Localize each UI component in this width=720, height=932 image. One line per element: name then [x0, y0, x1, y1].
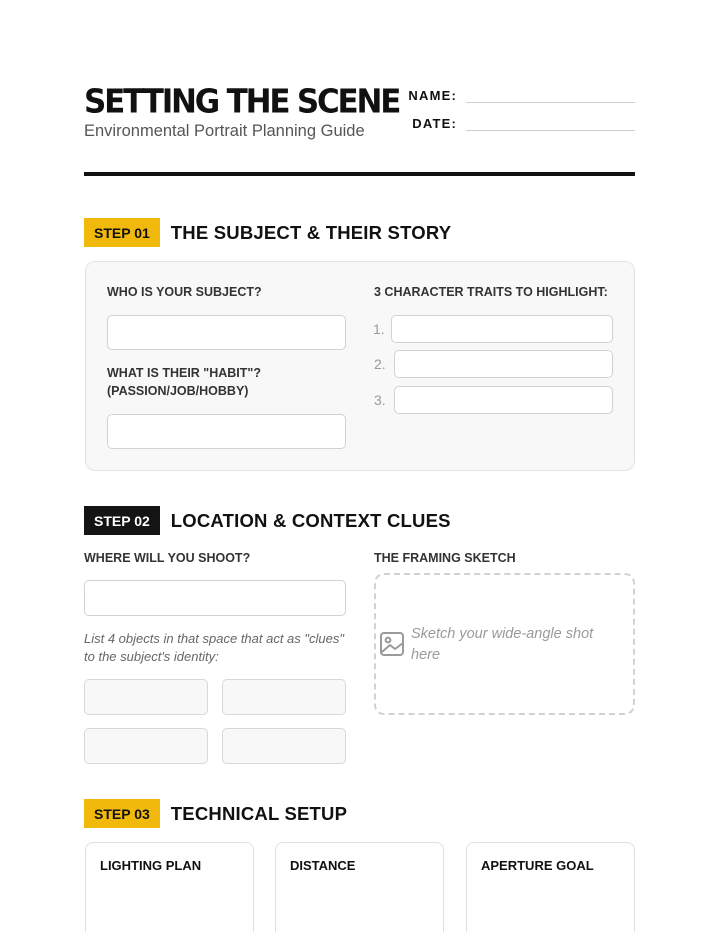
image-icon — [379, 631, 405, 657]
location-label: WHERE WILL YOU SHOOT? — [84, 551, 251, 565]
trait-number-1: 1. — [373, 321, 385, 337]
habit-label-line2: (PASSION/JOB/HOBBY) — [107, 384, 249, 398]
clue-input-1[interactable] — [84, 679, 208, 715]
name-label: NAME: — [408, 88, 457, 103]
lighting-plan-label: LIGHTING PLAN — [100, 858, 202, 873]
name-line[interactable] — [466, 102, 635, 103]
header-divider — [84, 172, 635, 176]
step3-title: TECHNICAL SETUP — [170, 802, 348, 824]
clue-input-4[interactable] — [222, 728, 346, 764]
clue-input-3[interactable] — [84, 728, 208, 764]
clues-hint: List 4 objects in that space that act as "clues" to the subject's identity: — [84, 631, 344, 664]
aperture-goal-label: APERTURE GOAL — [481, 858, 594, 873]
date-field[interactable] — [405, 116, 635, 131]
habit-input[interactable] — [107, 414, 346, 449]
clue-input-2[interactable] — [222, 679, 346, 715]
distance-label: DISTANCE — [290, 858, 356, 873]
lighting-plan-card[interactable] — [85, 842, 254, 932]
sketch-label: THE FRAMING SKETCH — [374, 551, 516, 565]
date-line[interactable] — [466, 130, 635, 131]
step1-badge: STEP 01 — [84, 218, 160, 247]
page-title: SETTING THE SCENE — [84, 83, 400, 121]
trait-number-2: 2. — [374, 356, 386, 372]
trait-input-2[interactable] — [394, 350, 613, 378]
traits-label: 3 CHARACTER TRAITS TO HIGHLIGHT: — [374, 285, 608, 299]
step2-heading — [84, 506, 451, 535]
step3-badge: STEP 03 — [84, 799, 160, 828]
step3-heading — [84, 799, 347, 828]
location-input[interactable] — [84, 580, 346, 616]
trait-number-3: 3. — [374, 392, 386, 408]
date-label: DATE: — [412, 116, 457, 131]
trait-input-1[interactable] — [391, 315, 613, 343]
habit-label-line1: WHAT IS THEIR "HABIT"? — [107, 366, 261, 380]
step2-badge: STEP 02 — [84, 506, 160, 535]
distance-card[interactable] — [275, 842, 444, 932]
page-subtitle: Environmental Portrait Planning Guide — [84, 122, 365, 140]
sketch-area[interactable] — [374, 573, 635, 715]
aperture-goal-card[interactable] — [466, 842, 635, 932]
step2-title: LOCATION & CONTEXT CLUES — [170, 509, 451, 531]
step1-title: THE SUBJECT & THEIR STORY — [170, 221, 452, 243]
sketch-placeholder: Sketch your wide-angle shot here — [411, 626, 594, 663]
subject-label: WHO IS YOUR SUBJECT? — [107, 285, 262, 299]
trait-input-3[interactable] — [394, 386, 613, 414]
step1-heading — [84, 218, 451, 247]
name-field[interactable] — [405, 88, 635, 103]
subject-input[interactable] — [107, 315, 346, 350]
